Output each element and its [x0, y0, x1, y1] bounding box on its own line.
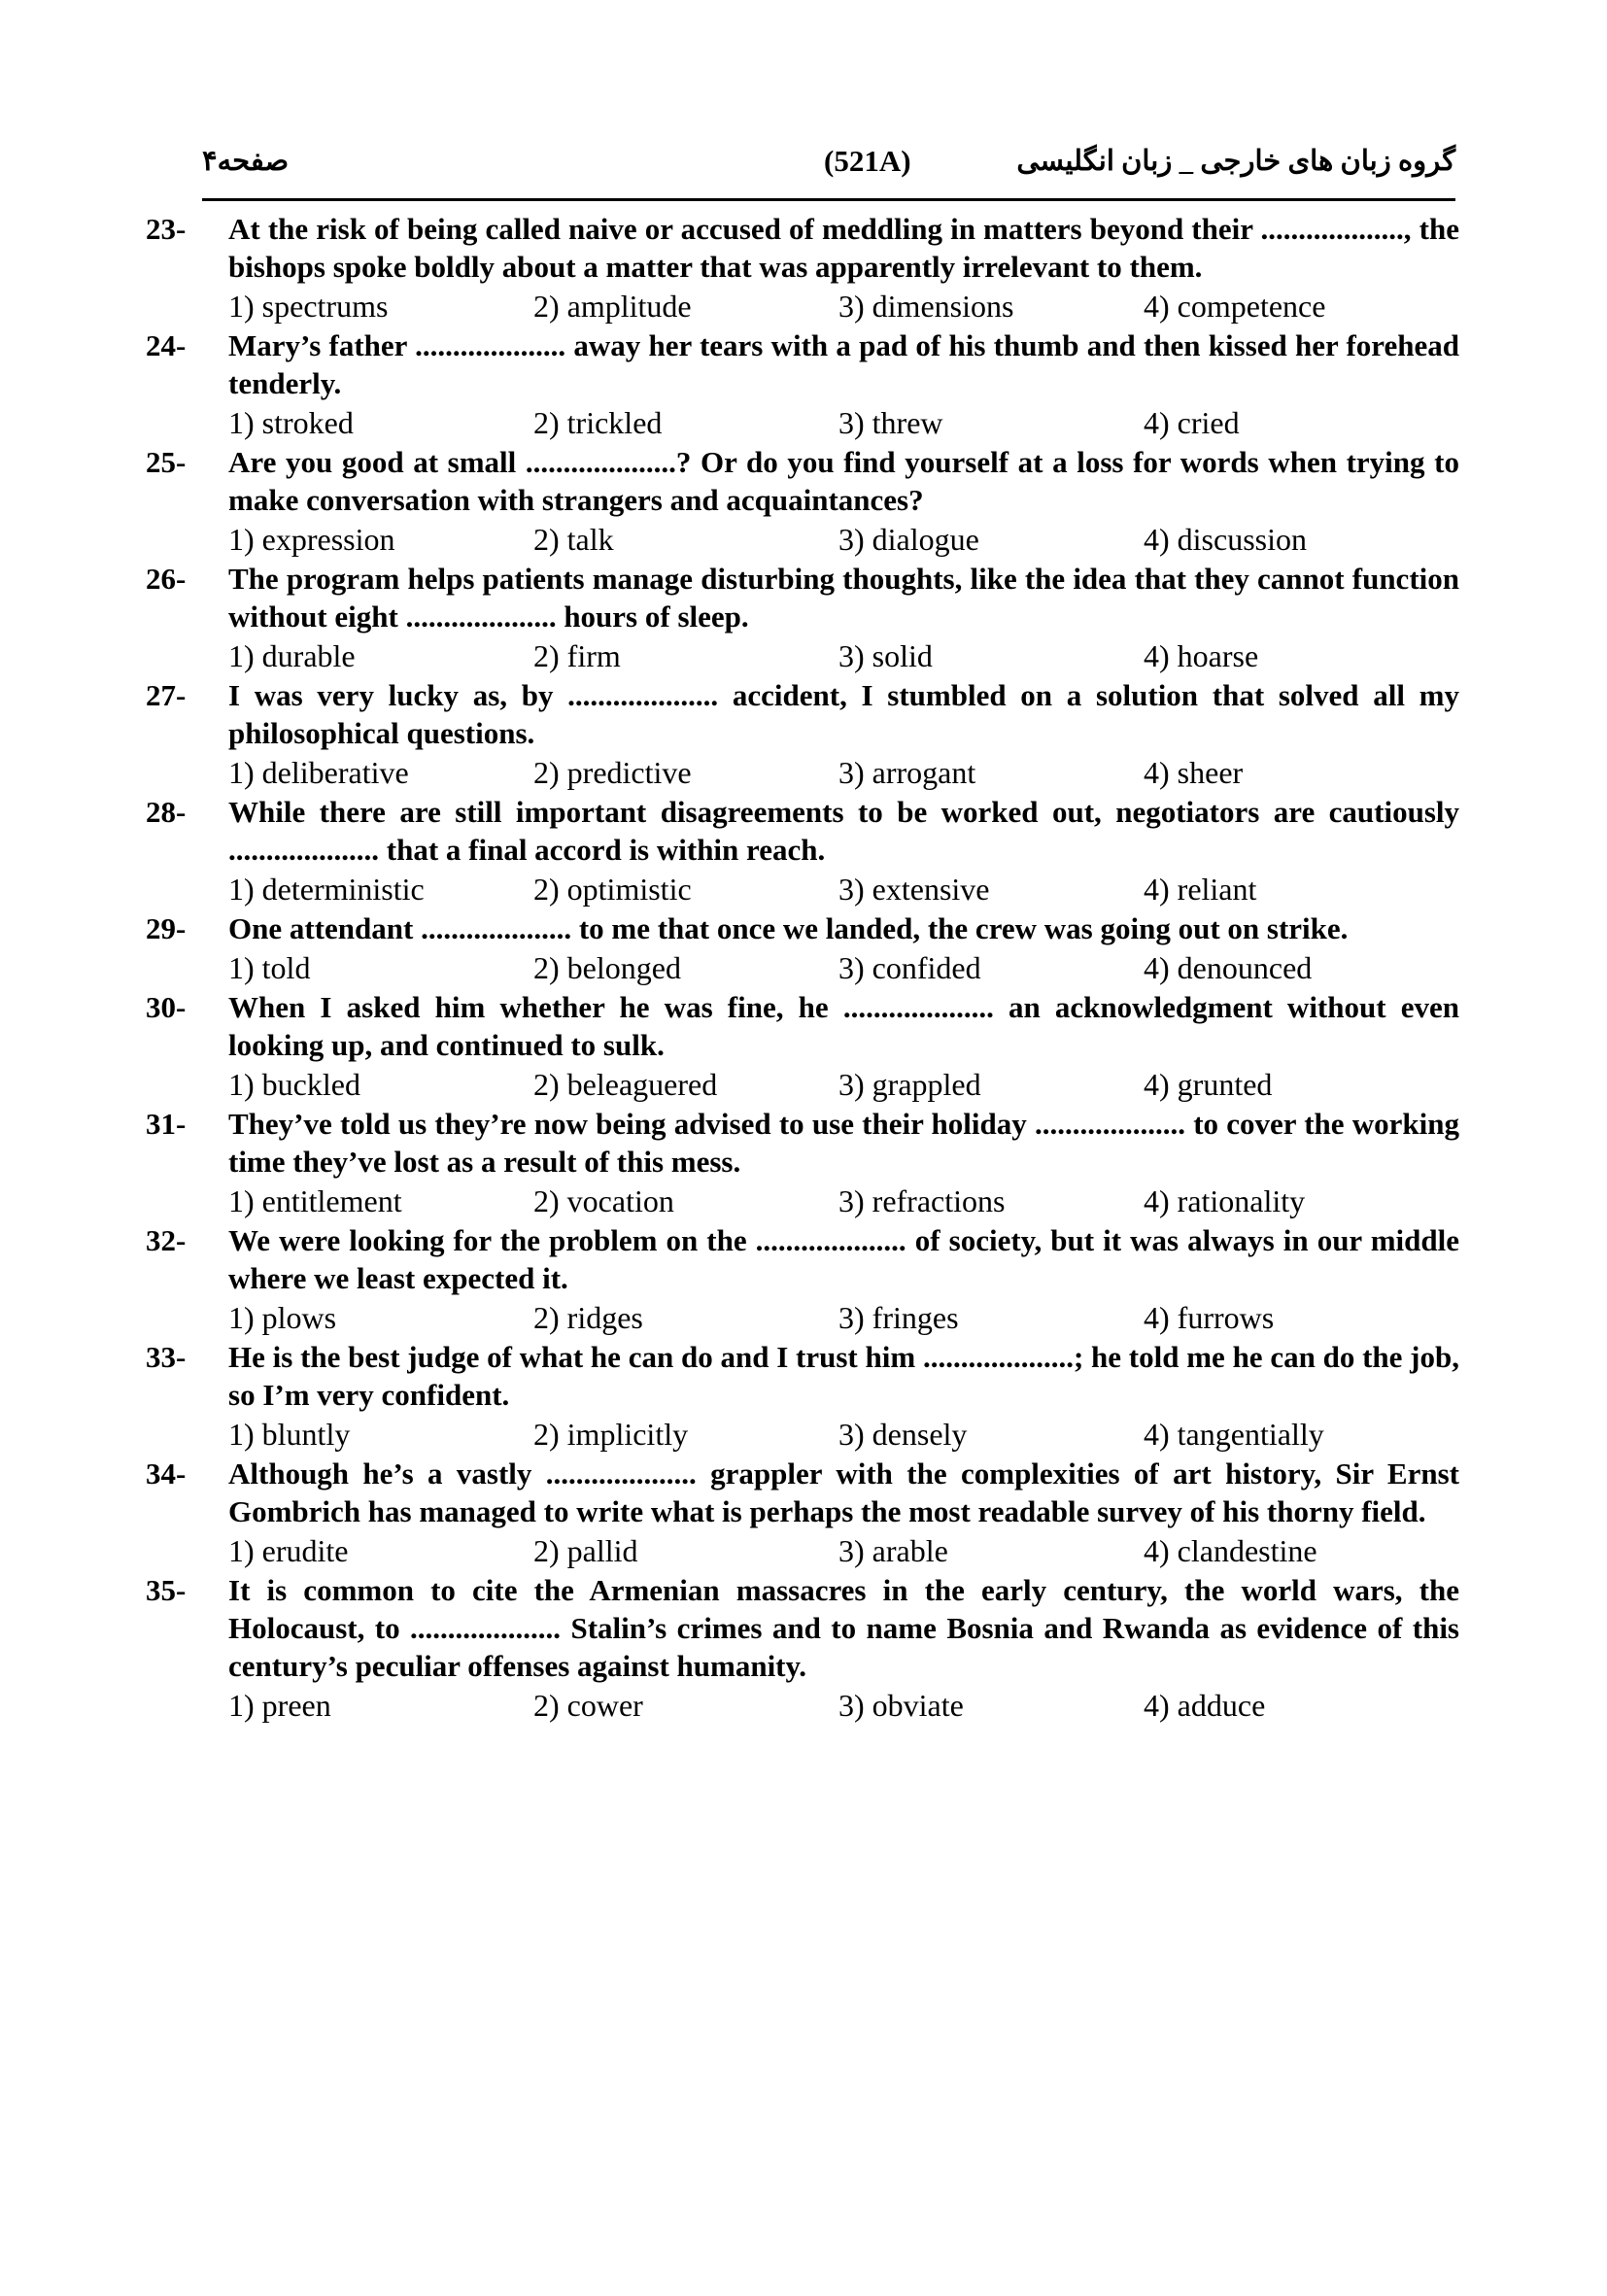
answer-option: 3) arrogant — [838, 755, 976, 790]
answer-option: 1) preen — [228, 1688, 331, 1723]
answer-options — [228, 1297, 1459, 1338]
question-item — [146, 1455, 1459, 1571]
question-text: One attendant .................... to me that once we landed, the crew was going out on strike. — [228, 911, 1349, 945]
question-number: 26- — [146, 562, 187, 596]
page-number-label: صفحه۴ — [202, 146, 290, 177]
exam-code: (521A) — [824, 144, 911, 178]
answer-option: 2) trickled — [533, 405, 663, 440]
question-number: 27- — [146, 678, 187, 712]
answer-option: 2) firm — [533, 638, 621, 673]
answer-option: 1) deliberative — [228, 755, 409, 790]
question-text: It is common to cite the Armenian massacres in the early century, the world wars, the Holocaust, to .................... Stalin’s crimes and to name Bosnia and Rwanda as evidence of this century’s peculiar offenses against humanity. — [228, 1573, 1459, 1683]
answer-option: 2) talk — [533, 522, 614, 557]
question-number: 34- — [146, 1456, 187, 1491]
answer-options — [228, 402, 1459, 443]
answer-options — [228, 752, 1459, 793]
answer-option: 3) solid — [838, 638, 933, 673]
answer-option: 4) rationality — [1144, 1183, 1306, 1218]
question-item — [146, 1338, 1459, 1455]
question-text: We were looking for the problem on the .................... of society, but it was always in our middle where we least expected it. — [228, 1223, 1459, 1295]
answer-option: 1) spectrums — [228, 289, 389, 324]
answer-option: 1) entitlement — [228, 1183, 402, 1218]
answer-option: 4) denounced — [1144, 950, 1313, 985]
answer-option: 1) expression — [228, 522, 395, 557]
page-header — [202, 144, 1455, 192]
answer-option: 1) plows — [228, 1300, 337, 1335]
answer-option: 4) cried — [1144, 405, 1240, 440]
question-item — [146, 210, 1459, 326]
answer-option: 2) ridges — [533, 1300, 643, 1335]
answer-option: 4) grunted — [1144, 1067, 1273, 1102]
answer-option: 4) tangentially — [1144, 1417, 1324, 1452]
answer-option: 4) sheer — [1144, 755, 1244, 790]
question-item — [146, 988, 1459, 1105]
question-item — [146, 443, 1459, 560]
question-number: 24- — [146, 328, 187, 362]
answer-options — [228, 1414, 1459, 1455]
question-number: 33- — [146, 1340, 187, 1374]
answer-option: 2) belonged — [533, 950, 681, 985]
question-number: 23- — [146, 212, 187, 246]
answer-options — [228, 635, 1459, 676]
question-item — [146, 793, 1459, 909]
answer-options — [228, 869, 1459, 909]
answer-option: 2) vocation — [533, 1183, 674, 1218]
answer-option: 2) optimistic — [533, 872, 692, 907]
question-number: 32- — [146, 1223, 187, 1257]
question-text: They’ve told us they’re now being advised to use their holiday .................... to cover the working time they’ve lost as a result of this mess. — [228, 1107, 1459, 1179]
question-text: Although he’s a vastly .................... grappler with the complexities of art history, Sir Ernst Gombrich has managed to write what is perhaps the most readable survey of his thorny field. — [228, 1456, 1459, 1528]
question-text: When I asked him whether he was fine, he .................... an acknowledgment without even looking up, and continued to sulk. — [228, 990, 1459, 1062]
answer-option: 2) implicitly — [533, 1417, 689, 1452]
answer-options — [228, 1685, 1459, 1726]
question-item — [146, 676, 1459, 793]
answer-option: 1) stroked — [228, 405, 354, 440]
question-number: 28- — [146, 795, 187, 829]
answer-option: 4) adduce — [1144, 1688, 1266, 1723]
question-text: At the risk of being called naive or accused of meddling in matters beyond their ..................., the bishops spoke boldly about a matter that was apparently irrelevant to them. — [228, 212, 1459, 284]
answer-option: 3) refractions — [838, 1183, 1006, 1218]
header-divider — [202, 198, 1455, 201]
answer-option: 1) deterministic — [228, 872, 425, 907]
answer-option: 2) amplitude — [533, 289, 692, 324]
question-number: 30- — [146, 990, 187, 1024]
answer-option: 3) fringes — [838, 1300, 959, 1335]
answer-option: 3) densely — [838, 1417, 968, 1452]
answer-option: 1) told — [228, 950, 311, 985]
answer-options — [228, 286, 1459, 326]
question-item — [146, 1105, 1459, 1221]
answer-options — [228, 947, 1459, 988]
answer-option: 3) grappled — [838, 1067, 981, 1102]
question-item — [146, 1571, 1459, 1726]
question-text: Are you good at small ....................? Or do you find yourself at a loss for words when trying to make conversation with strangers and acquaintances? — [228, 445, 1459, 517]
answer-options — [228, 1530, 1459, 1571]
question-text: The program helps patients manage disturbing thoughts, like the idea that they cannot function without eight .................... hours of sleep. — [228, 562, 1459, 634]
question-number: 31- — [146, 1107, 187, 1141]
question-item — [146, 326, 1459, 443]
answer-option: 1) durable — [228, 638, 356, 673]
answer-option: 4) furrows — [1144, 1300, 1275, 1335]
question-number: 35- — [146, 1573, 187, 1607]
answer-option: 2) beleaguered — [533, 1067, 718, 1102]
answer-options — [228, 519, 1459, 560]
answer-option: 4) clandestine — [1144, 1533, 1317, 1568]
answer-option: 3) extensive — [838, 872, 990, 907]
answer-options — [228, 1064, 1459, 1105]
answer-option: 1) erudite — [228, 1533, 349, 1568]
question-text: He is the best judge of what he can do and I trust him ....................; he told me he can do the job, so I’m very confident. — [228, 1340, 1459, 1412]
answer-option: 3) obviate — [838, 1688, 964, 1723]
answer-option: 3) dimensions — [838, 289, 1014, 324]
answer-option: 3) threw — [838, 405, 943, 440]
answer-option: 2) predictive — [533, 755, 692, 790]
exam-group-title: گروه زبان های خارجی _ زبان انگلیسی — [1016, 146, 1455, 177]
answer-option: 2) cower — [533, 1688, 643, 1723]
answer-option: 1) buckled — [228, 1067, 360, 1102]
answer-option: 4) hoarse — [1144, 638, 1259, 673]
question-item — [146, 560, 1459, 676]
question-item — [146, 909, 1459, 988]
answer-option: 3) arable — [838, 1533, 948, 1568]
question-text: Mary’s father .................... away her tears with a pad of his thumb and then kissed her forehead tenderly. — [228, 328, 1459, 400]
answer-option: 4) reliant — [1144, 872, 1257, 907]
question-list — [146, 210, 1459, 1726]
question-number: 29- — [146, 911, 187, 945]
answer-option: 3) dialogue — [838, 522, 979, 557]
question-text: I was very lucky as, by .................... accident, I stumbled on a solution that solved all my philosophical questions. — [228, 678, 1459, 750]
answer-option: 3) confided — [838, 950, 981, 985]
question-item — [146, 1221, 1459, 1338]
answer-option: 4) competence — [1144, 289, 1326, 324]
answer-options — [228, 1181, 1459, 1221]
question-number: 25- — [146, 445, 187, 479]
answer-option: 1) bluntly — [228, 1417, 351, 1452]
question-text: While there are still important disagreements to be worked out, negotiators are cautiously .................... that a final accord is within reach. — [228, 795, 1459, 867]
answer-option: 4) discussion — [1144, 522, 1307, 557]
answer-option: 2) pallid — [533, 1533, 638, 1568]
